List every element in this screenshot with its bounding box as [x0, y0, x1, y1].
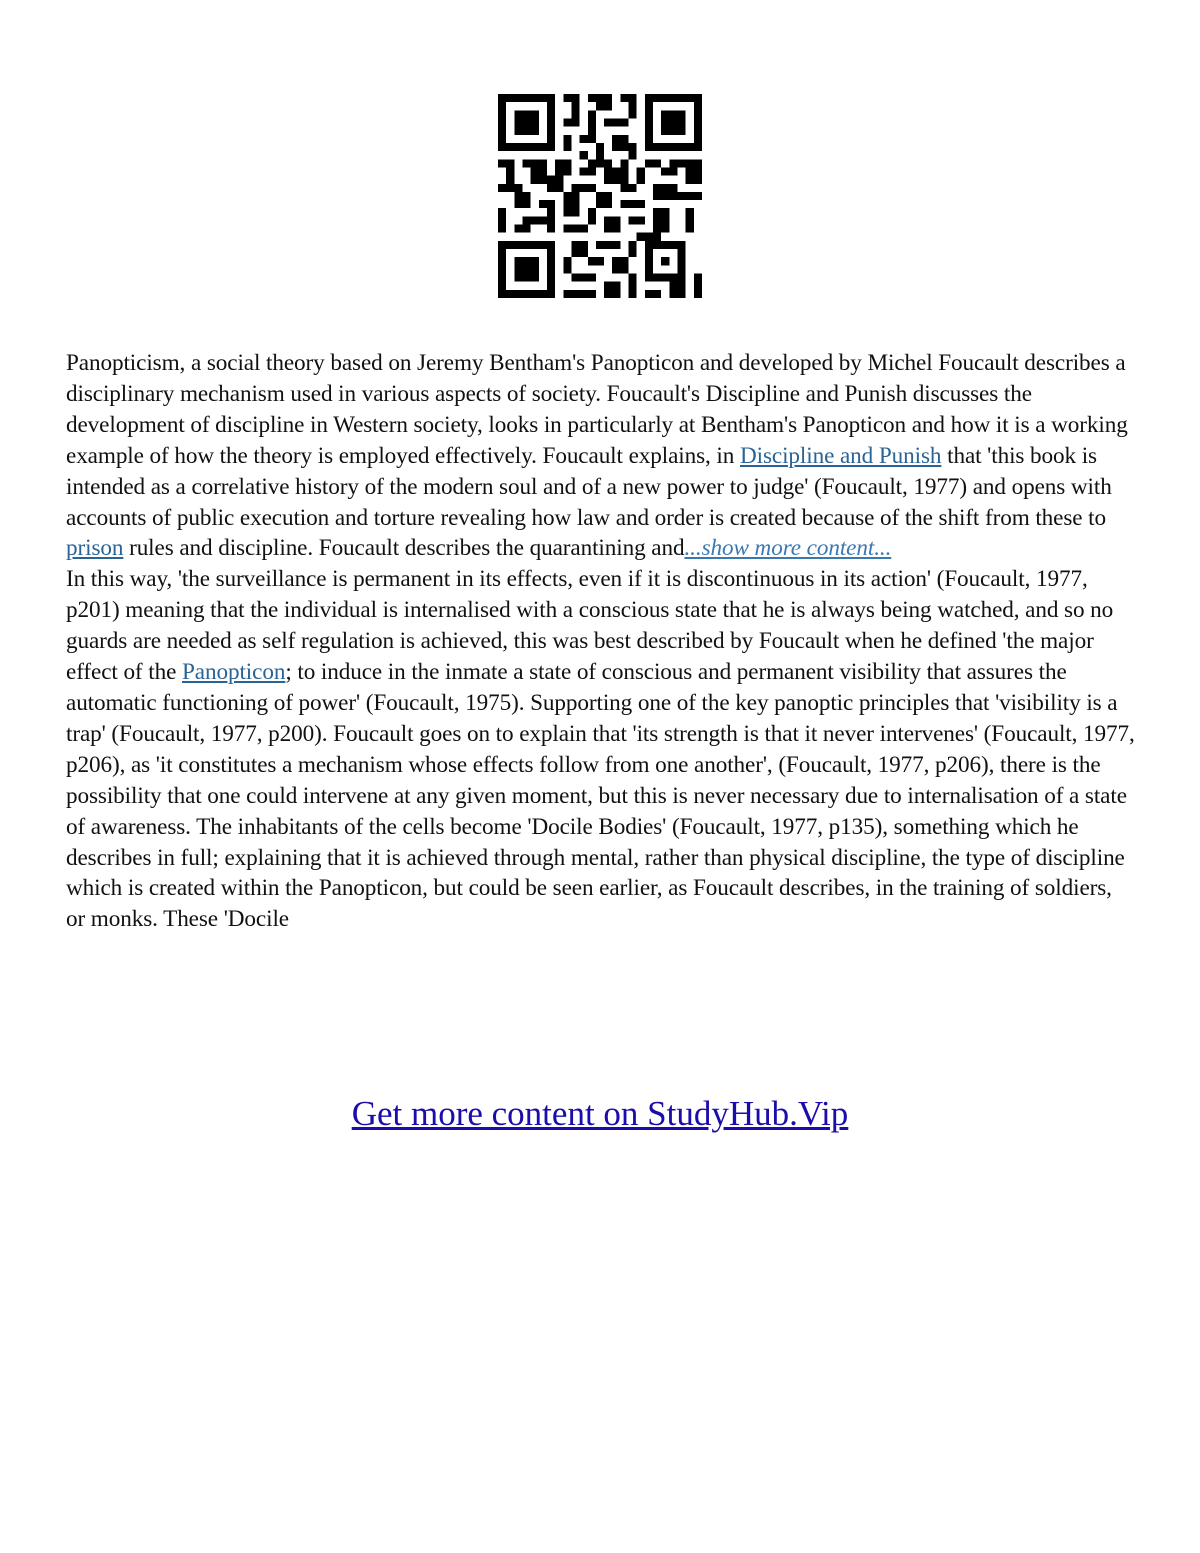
- get-more-content-link[interactable]: Get more content on StudyHub.Vip: [351, 1094, 849, 1133]
- discipline-and-punish-link[interactable]: Discipline and Punish: [739, 442, 942, 469]
- paragraph-intro: [66, 348, 1136, 564]
- paragraph-continued: [66, 564, 1136, 935]
- paragraph-continued-text-a: In this way, 'the surveillance is permanent in its effects, even if it is discontinuous in its action' (Foucault, 1977, p201) meaning that the individual is internalised with a conscious state that he is always being watched, and so no guards are needed as self regulation is achieved, this was best described by Foucault when he defined 'the major effect of the: [66, 566, 1114, 686]
- paragraph-intro-text-b: that 'this book is intended as a correlative history of the modern soul and of a new power to judge' (Foucault, 1977) and opens with accounts of public execution and torture revealing how law and order is created because of the shift from these to: [66, 442, 1112, 531]
- paragraph-continued-text-b: ; to induce in the inmate a state of conscious and permanent visibility that assures the automatic functioning of power' (Foucault, 1975). Supporting one of the key panoptic principles that 'visibility is a trap' (Foucault, 1977, p200). Foucault goes on to explain that 'its strength is that it never intervenes' (Foucault, 1977, p206), as 'it constitutes a mechanism whose effects follow from one another', (Foucault, 1977, p206), there is the possibility that one could intervene at any given moment, but this is never necessary due to internalisation of a state of awareness. The inhabitants of the cells become 'Docile Bodies' (Foucault, 1977, p135), something which he describes in full; explaining that it is achieved through mental, rather than physical discipline, the type of discipline which is created within the Panopticon, but could be seen earlier, as Foucault describes, in the training of soldiers, or monks. These 'Docile: [66, 659, 1135, 933]
- prison-link[interactable]: prison: [66, 535, 124, 562]
- paragraph-intro-text-a: Panopticism, a social theory based on Jeremy Bentham's Panopticon and developed by Michel Foucault describes a disciplinary mechanism used in various aspects of society. Foucault's Discipline and Punish discusses the development of discipline in Western society, looks in particularly at Bentham's Panopticon and how it is a working example of how the theory is employed effectively. Foucault explains, in: [66, 350, 1128, 469]
- article-body: [66, 348, 1136, 935]
- footer: [0, 1092, 1200, 1136]
- qr-code: [498, 94, 702, 298]
- panopticon-link[interactable]: Panopticon: [181, 659, 286, 686]
- show-more-link[interactable]: ...show more content...: [684, 535, 892, 562]
- qr-code-icon: [498, 94, 702, 298]
- paragraph-intro-text-c: rules and discipline. Foucault describes the quarantining and: [123, 535, 685, 562]
